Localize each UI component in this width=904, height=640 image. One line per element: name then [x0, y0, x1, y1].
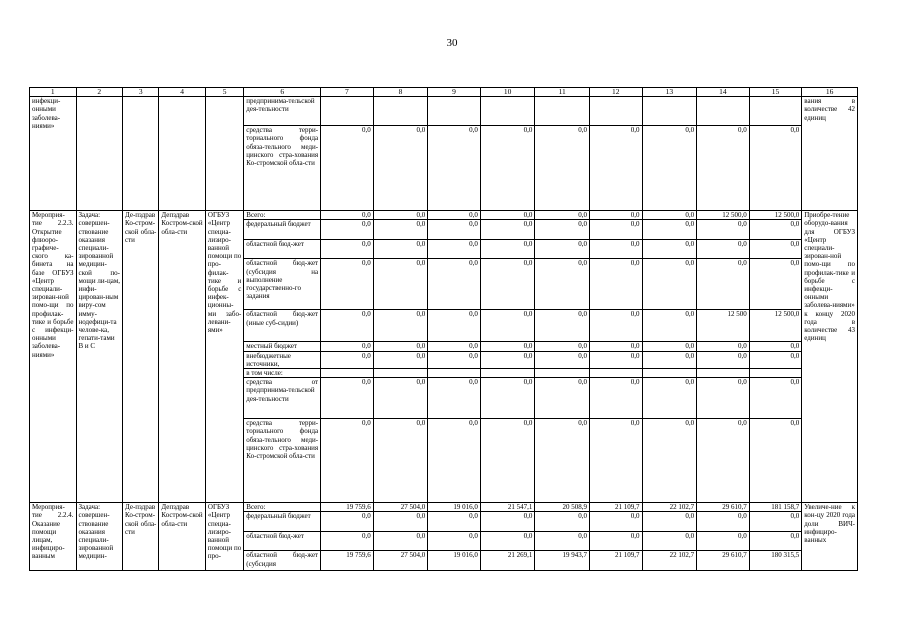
funding-value: 0,0: [589, 532, 642, 551]
funding-value: 0,0: [480, 419, 535, 503]
funding-value: 0,0: [321, 259, 374, 310]
column-number: 13: [642, 88, 697, 97]
funding-value: 0,0: [642, 378, 697, 419]
funding-value: 20 508,9: [535, 503, 590, 512]
funding-value: 0,0: [589, 126, 642, 211]
funding-value: [535, 369, 590, 378]
funding-value: [749, 97, 802, 126]
funding-source: областной бюд-жет: [244, 532, 321, 551]
funding-value: 21 109,7: [589, 503, 642, 512]
expected-result: вания в количестве 42 единиц: [802, 97, 858, 211]
funding-source: федеральный бюджет: [244, 220, 321, 240]
funding-value: 0,0: [428, 342, 481, 351]
funding-value: 0,0: [480, 378, 535, 419]
column-number: 7: [321, 88, 374, 97]
funding-value: 0,0: [697, 419, 750, 503]
column-number: 8: [373, 88, 428, 97]
funding-value: 0,0: [321, 310, 374, 342]
funding-value: 0,0: [480, 310, 535, 342]
co-executor: Депздрав Костром-ской обла-сти: [159, 211, 206, 503]
column-number: 3: [123, 88, 159, 97]
column-number: 5: [205, 88, 243, 97]
funding-value: 27 504,0: [373, 551, 428, 571]
funding-value: [321, 97, 374, 126]
participant: ОГБУЗ «Центр специа-лизиро-ванной помощи по про-филак-тике и борьбе с инфек-ционны-ми забо-левани-ями»: [205, 211, 243, 503]
funding-value: 12 500,0: [749, 211, 802, 220]
funding-value: 0,0: [642, 532, 697, 551]
funding-value: 0,0: [480, 259, 535, 310]
event-2-2-4-row: [30, 503, 858, 512]
empty-cell: [205, 97, 243, 211]
funding-value: 0,0: [480, 532, 535, 551]
funding-value: 0,0: [480, 512, 535, 532]
column-number: 10: [480, 88, 535, 97]
funding-value: 0,0: [589, 211, 642, 220]
funding-value: 0,0: [373, 259, 428, 310]
funding-value: 0,0: [697, 220, 750, 240]
funding-source: федеральный бюджет: [244, 512, 321, 532]
funding-source: в том числе:: [244, 369, 321, 378]
funding-value: [589, 369, 642, 378]
funding-value: [373, 97, 428, 126]
funding-value: 0,0: [321, 419, 374, 503]
funding-value: [749, 369, 802, 378]
funding-value: 0,0: [749, 342, 802, 351]
funding-value: 0,0: [428, 240, 481, 259]
funding-value: 0,0: [589, 310, 642, 342]
funding-value: 0,0: [373, 220, 428, 240]
funding-value: 0,0: [428, 220, 481, 240]
funding-value: [589, 97, 642, 126]
funding-value: 0,0: [321, 342, 374, 351]
funding-value: 0,0: [749, 532, 802, 551]
funding-source: Всего:: [244, 211, 321, 220]
funding-value: 0,0: [749, 220, 802, 240]
task-description: Задача: совершен-ствование оказания специали-зированной медицин-ской по-мощи ли-цам, инфи-цирован-ным виру-сом имму-нодефици-та челове-ка, гепати-тами В и С: [76, 211, 123, 503]
funding-value: 0,0: [697, 126, 750, 211]
funding-value: 29 610,7: [697, 551, 750, 571]
funding-value: 0,0: [589, 378, 642, 419]
co-executor: Депздрав Костром-ской обла-сти: [159, 503, 206, 571]
funding-source: Всего:: [244, 503, 321, 512]
funding-value: [321, 369, 374, 378]
funding-value: [642, 97, 697, 126]
funding-value: 0,0: [373, 351, 428, 368]
column-number: 11: [535, 88, 590, 97]
column-number: 6: [244, 88, 321, 97]
funding-value: 0,0: [321, 220, 374, 240]
funding-value: [480, 369, 535, 378]
task-description: Задача: совершен-ствование оказания специали-зированной медицин-: [76, 503, 123, 571]
funding-value: 0,0: [480, 211, 535, 220]
column-number: 16: [802, 88, 858, 97]
funding-value: 0,0: [535, 532, 590, 551]
funding-source: предпринима-тельской дея-тельности: [244, 97, 321, 126]
funding-value: 0,0: [589, 220, 642, 240]
funding-value: 0,0: [642, 211, 697, 220]
funding-value: 0,0: [642, 259, 697, 310]
column-number: 1: [30, 88, 77, 97]
funding-value: 0,0: [589, 259, 642, 310]
funding-value: 19 759,6: [321, 551, 374, 571]
funding-source: средства терри-ториального фонда обяза-тельного меди-цинского стра-хования Ко-стромской обла-сти: [244, 419, 321, 503]
funding-value: 12 500,0: [749, 310, 802, 342]
funding-value: 0,0: [535, 512, 590, 532]
funding-value: [535, 97, 590, 126]
funding-source: средства от предпринима-тельской дея-тельности: [244, 378, 321, 419]
funding-value: [697, 369, 750, 378]
funding-source: областной бюд-жет (иные суб-сидии): [244, 310, 321, 342]
funding-value: 0,0: [589, 342, 642, 351]
empty-cell: [76, 97, 123, 211]
column-number-row: [30, 88, 858, 97]
funding-value: 0,0: [428, 512, 481, 532]
funding-value: [697, 97, 750, 126]
funding-source: областной бюд-жет (субсидия на выполнение государственно-го задания: [244, 259, 321, 310]
funding-value: 22 102,7: [642, 551, 697, 571]
funding-value: 0,0: [535, 419, 590, 503]
funding-value: 0,0: [480, 240, 535, 259]
funding-source: внебюджетные источники,: [244, 351, 321, 368]
funding-value: 12 500,0: [697, 211, 750, 220]
funding-value: 0,0: [535, 240, 590, 259]
funding-value: 0,0: [749, 512, 802, 532]
event-name: инфекци-онными заболева-ниями»: [30, 97, 77, 211]
funding-value: 0,0: [373, 240, 428, 259]
funding-value: 0,0: [428, 351, 481, 368]
funding-value: [428, 97, 481, 126]
funding-value: 0,0: [749, 419, 802, 503]
funding-value: 0,0: [697, 259, 750, 310]
funding-value: 22 102,7: [642, 503, 697, 512]
funding-value: 0,0: [535, 310, 590, 342]
responsible-executor: Де-пздрав Ко-стром-ской обла-сти: [123, 211, 159, 503]
funding-value: 0,0: [428, 419, 481, 503]
column-number: 9: [428, 88, 481, 97]
funding-value: 0,0: [428, 532, 481, 551]
funding-value: 0,0: [697, 342, 750, 351]
funding-value: 0,0: [697, 532, 750, 551]
funding-value: 0,0: [373, 532, 428, 551]
funding-source: областной бюд-жет: [244, 240, 321, 259]
column-number: 4: [159, 88, 206, 97]
column-number: 15: [749, 88, 802, 97]
funding-value: 0,0: [749, 259, 802, 310]
funding-value: 0,0: [535, 259, 590, 310]
funding-value: 0,0: [697, 512, 750, 532]
funding-value: [373, 369, 428, 378]
funding-value: 0,0: [321, 532, 374, 551]
funding-value: 12 500: [697, 310, 750, 342]
funding-value: 29 610,7: [697, 503, 750, 512]
funding-value: 181 158,7: [749, 503, 802, 512]
funding-value: 21 269,1: [480, 551, 535, 571]
funding-value: 0,0: [589, 240, 642, 259]
funding-source: местный бюджет: [244, 342, 321, 351]
funding-value: 0,0: [428, 310, 481, 342]
funding-value: 0,0: [697, 351, 750, 368]
funding-value: 0,0: [642, 220, 697, 240]
funding-value: 0,0: [535, 378, 590, 419]
funding-value: 0,0: [642, 240, 697, 259]
funding-value: 0,0: [321, 240, 374, 259]
funding-value: 0,0: [321, 211, 374, 220]
funding-value: 0,0: [373, 126, 428, 211]
budget-table: [29, 87, 858, 571]
funding-value: 21 109,7: [589, 551, 642, 571]
funding-value: 0,0: [321, 378, 374, 419]
funding-value: 0,0: [589, 351, 642, 368]
funding-value: 0,0: [373, 419, 428, 503]
column-number: 14: [697, 88, 750, 97]
funding-value: 0,0: [535, 351, 590, 368]
funding-value: 0,0: [321, 351, 374, 368]
event-name: Мероприя-тие 2.2.4. Оказание помощи лицам, инфициро-ванным: [30, 503, 77, 571]
funding-source: областной бюд-жет (субсидия: [244, 551, 321, 571]
funding-value: 0,0: [373, 512, 428, 532]
funding-value: 0,0: [373, 342, 428, 351]
expected-result: Увеличе-ние к кон-цу 2020 года доли ВИЧ-инфициро-ванных: [802, 503, 858, 571]
funding-value: 0,0: [749, 378, 802, 419]
funding-value: 180 315,5: [749, 551, 802, 571]
column-number: 2: [76, 88, 123, 97]
funding-value: 0,0: [589, 512, 642, 532]
funding-value: 27 504,0: [373, 503, 428, 512]
empty-cell: [159, 97, 206, 211]
funding-value: 19 759,6: [321, 503, 374, 512]
funding-value: 0,0: [642, 512, 697, 532]
funding-value: 0,0: [480, 351, 535, 368]
funding-value: 0,0: [697, 240, 750, 259]
funding-value: 21 547,1: [480, 503, 535, 512]
funding-value: 0,0: [428, 211, 481, 220]
funding-value: 0,0: [535, 211, 590, 220]
funding-value: [480, 97, 535, 126]
funding-value: 0,0: [428, 126, 481, 211]
funding-value: 19 016,0: [428, 503, 481, 512]
funding-value: 0,0: [642, 126, 697, 211]
event-name: Мероприя-тие 2.2.3. Открытие флюоро-графиче-ского ка-бинета на базе ОГБУЗ «Центр специали-зирован-ной помо-щи по профилак-тике и борьбе с инфекци-онными заболева-ниями»: [30, 211, 77, 503]
funding-value: 0,0: [535, 126, 590, 211]
funding-source: средства терри-ториального фонда обяза-тельного меди-цинского стра-хования Ко-стромской обла-сти: [244, 126, 321, 211]
funding-value: 0,0: [535, 342, 590, 351]
funding-value: 0,0: [642, 310, 697, 342]
funding-value: 0,0: [373, 378, 428, 419]
page-number: 30: [446, 37, 458, 49]
funding-value: 0,0: [321, 512, 374, 532]
funding-value: 0,0: [642, 342, 697, 351]
funding-value: 0,0: [480, 126, 535, 211]
funding-value: 0,0: [642, 351, 697, 368]
funding-value: 0,0: [749, 240, 802, 259]
funding-value: 0,0: [480, 220, 535, 240]
event-2-2-3-row: [30, 211, 858, 220]
funding-value: 0,0: [321, 126, 374, 211]
funding-value: 0,0: [535, 220, 590, 240]
funding-value: [428, 369, 481, 378]
funding-value: 0,0: [749, 351, 802, 368]
funding-value: 0,0: [428, 378, 481, 419]
responsible-executor: Де-пздрав Ко-стром-ской обла-сти: [123, 503, 159, 571]
expected-result: Приобре-тение оборудо-вания для ОГБУЗ «Центр специали-зирован-ной помо-щи по профилак-тике и борьбе с инфекци-онными заболева-ниями» к концу 2020 года в количестве 43 единиц: [802, 211, 858, 503]
funding-value: 0,0: [373, 211, 428, 220]
funding-value: 19 943,7: [535, 551, 590, 571]
continued-event-row: [30, 97, 858, 126]
funding-value: 0,0: [697, 378, 750, 419]
participant: ОГБУЗ «Центр специа-лизиро-ванной помощи по про-: [205, 503, 243, 571]
empty-cell: [123, 97, 159, 211]
funding-value: 0,0: [428, 259, 481, 310]
funding-value: 0,0: [480, 342, 535, 351]
funding-value: 0,0: [589, 419, 642, 503]
funding-value: 0,0: [749, 126, 802, 211]
column-number: 12: [589, 88, 642, 97]
funding-value: 0,0: [373, 310, 428, 342]
funding-value: 19 016,0: [428, 551, 481, 571]
funding-value: [642, 369, 697, 378]
funding-value: 0,0: [642, 419, 697, 503]
